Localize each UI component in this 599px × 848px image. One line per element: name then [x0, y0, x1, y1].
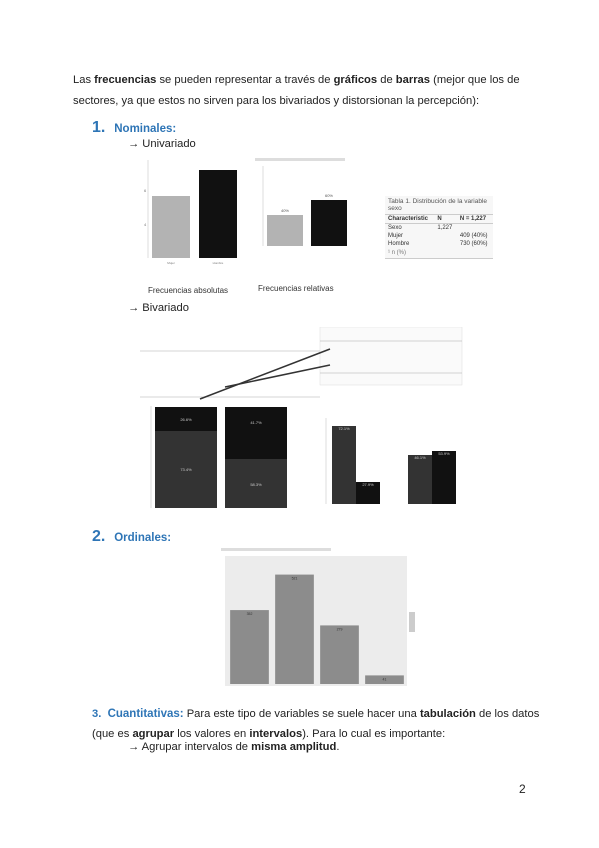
svg-text:Hombre: Hombre [212, 261, 224, 265]
group-label: 46.1% [414, 455, 426, 460]
intro-text: Las [73, 74, 95, 86]
ordinal-bar-2 [275, 575, 314, 684]
intro-text: de [377, 74, 396, 86]
bivariado-item: → Bivariado [128, 302, 189, 314]
intro-bold-graficos: gráficos [333, 74, 378, 86]
table-cell: 730 (60%) [459, 241, 488, 247]
stack-label: 58.3% [250, 482, 262, 487]
group-bar-1a [332, 426, 356, 504]
page-number: 2 [519, 782, 526, 796]
table-cell: 1,227 [437, 225, 453, 231]
rel-label-hombre: 60% [324, 193, 334, 198]
connector-line-1 [200, 349, 330, 399]
rel-bar-hombre [311, 200, 347, 246]
intro-text: se pueden representar a través de [156, 74, 334, 86]
connector-line-2 [225, 365, 330, 387]
ordinal-bar-label: 352 [246, 612, 253, 617]
group-bar-2a [408, 455, 432, 504]
group-label: 53.9% [438, 451, 450, 456]
rel-frequency-chart [253, 156, 363, 266]
table-cell: 409 (40%) [459, 233, 488, 239]
bivariate-grouped-chart [318, 396, 468, 511]
stack-bar-2-top [225, 407, 287, 459]
ordinal-bar-3 [320, 625, 359, 684]
svg-text:Mujer: Mujer [167, 261, 175, 265]
abs-caption: Frecuencias absolutas [148, 286, 229, 295]
rel-label-mujer: 40% [280, 208, 290, 213]
intro-bold-frecuencias: frecuencias [94, 74, 157, 86]
ordinal-bar-label: 279 [336, 627, 343, 632]
ordinal-bar-1 [230, 610, 269, 684]
section-cuantitativas: 3. Cuantitativas: Para este tipo de variables se suele hacer una tabulación de los datos (que es agrupar los valores en intervalos). Para lo cual es importante: [92, 708, 540, 740]
table-footnote: ¹ n (%) [388, 250, 406, 256]
rel-caption: Frecuencias relativas [258, 284, 334, 293]
rel-bar-mujer [267, 215, 303, 246]
svg-text:4: 4 [144, 222, 147, 227]
abs-bar-mujer [152, 196, 190, 258]
intervalos-item: → Agrupar intervalos de misma amplitud. [128, 741, 340, 753]
abs-frequency-chart [142, 158, 242, 288]
stack-label: 73.4% [180, 467, 192, 472]
intro-paragraph [73, 70, 543, 112]
table-sexo [385, 196, 493, 259]
univariado-item: → Univariado [128, 138, 196, 150]
section-nominales-heading: 1. Nominales: [92, 119, 177, 136]
ordinal-bar-label: 521 [291, 576, 298, 581]
table-cell: Mujer [388, 233, 404, 239]
bivariate-tables [140, 327, 465, 402]
table-title: Tabla 1. Distribución de la variable sexo [388, 198, 487, 212]
table-head: N = 1,227 [459, 216, 487, 222]
intro-bold-barras: barras [395, 74, 431, 86]
group-label: 27.9% [362, 482, 374, 487]
svg-text:6: 6 [144, 188, 147, 193]
table-head: N [437, 216, 442, 222]
table-cell: Sexo [388, 225, 402, 231]
abs-bar-hombre [199, 170, 237, 258]
stack-label: 26.6% [180, 417, 192, 422]
stack-label: 41.7% [250, 420, 262, 425]
table-cell: Hombre [388, 241, 410, 247]
table-head: Characteristic [388, 216, 429, 222]
ordinal-bar-label: 41 [382, 677, 387, 682]
intro-text: (mejor que los de sectores, ya que estos no sirven para los bivariados y distorsionan la percepción): [73, 74, 520, 107]
group-bar-2b [432, 451, 456, 504]
bivariate-stacked-chart [145, 402, 295, 517]
ordinal-bar-chart [221, 546, 421, 692]
group-label: 72.1% [338, 426, 350, 431]
section-ordinales-heading: 2. Ordinales: [92, 528, 172, 545]
